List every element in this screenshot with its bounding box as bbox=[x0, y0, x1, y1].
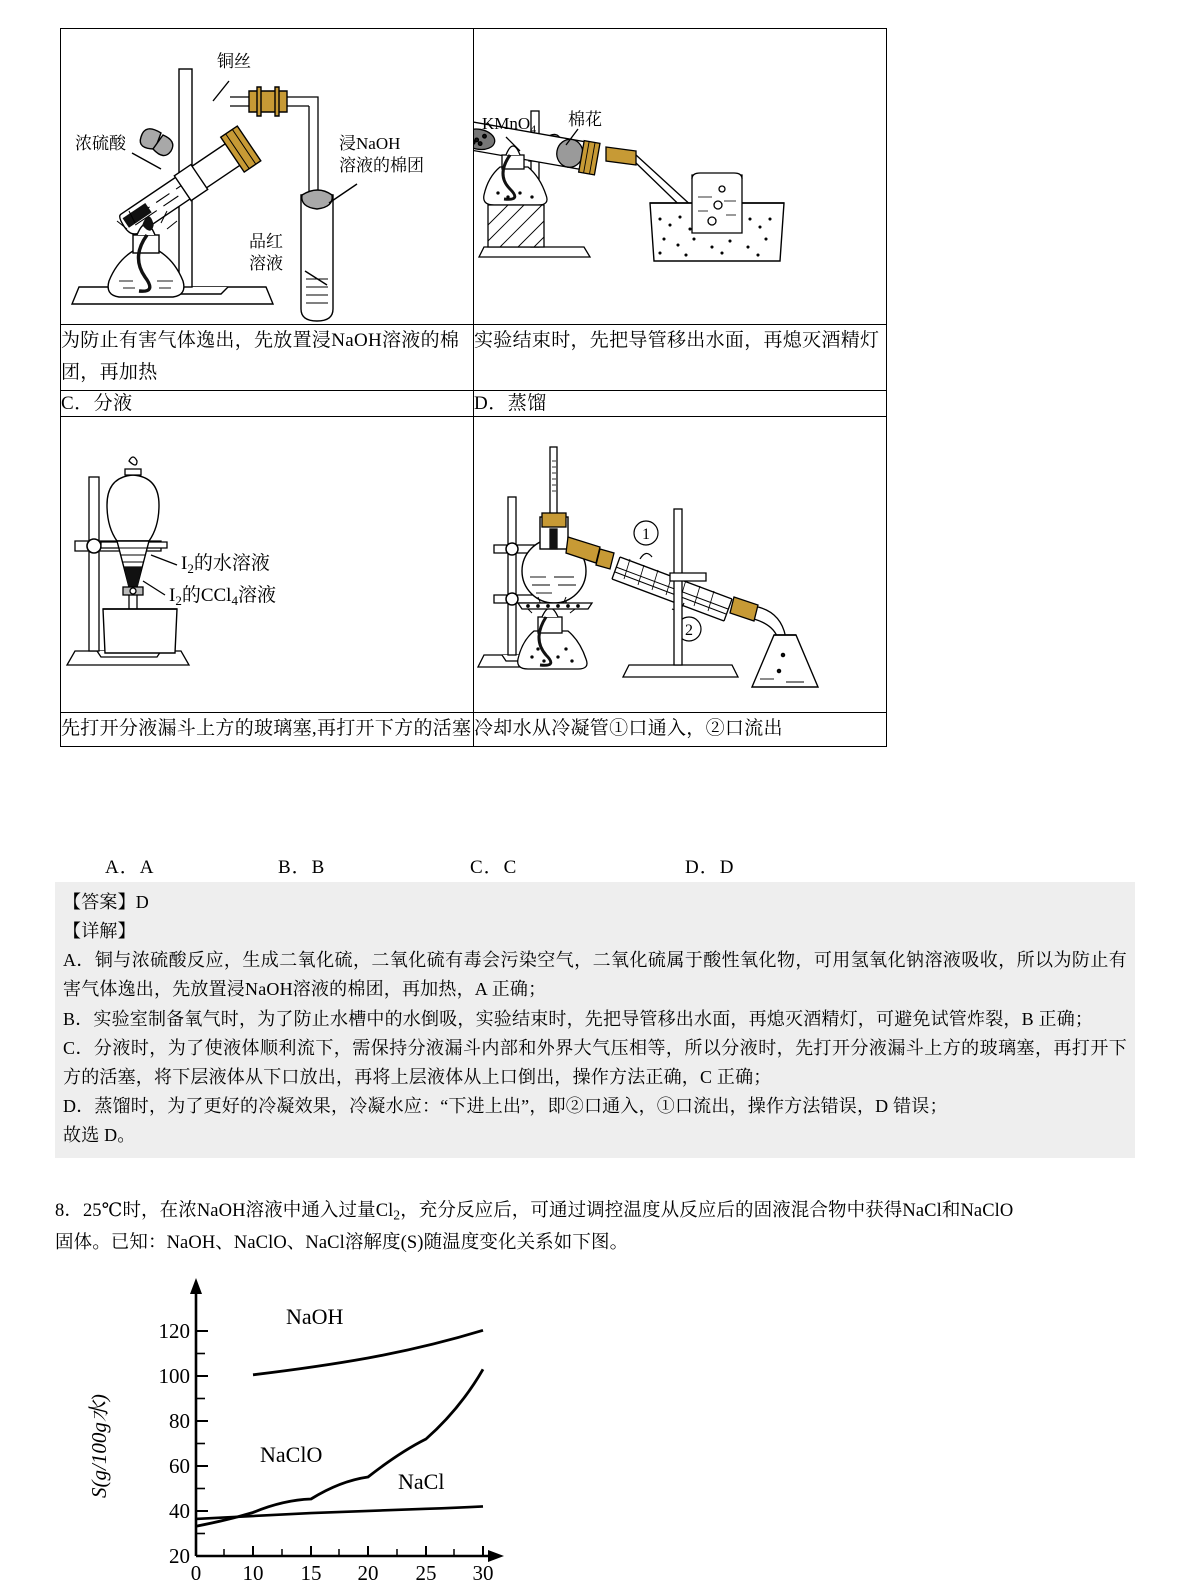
q8-text-pre: 8．25℃时，在浓NaOH溶液中通入过量Cl bbox=[55, 1201, 394, 1221]
series-line-naclo bbox=[196, 1369, 483, 1526]
diagram-cell-a bbox=[61, 29, 474, 325]
detail-header: 【详解】 bbox=[63, 921, 136, 942]
series-line-nacl bbox=[196, 1506, 483, 1519]
x-tick-20: 20 bbox=[357, 1561, 379, 1585]
distillation-apparatus bbox=[474, 417, 886, 712]
y-axis-arrow bbox=[190, 1278, 202, 1294]
separating-funnel-apparatus bbox=[61, 417, 473, 712]
label-copper-wire: 铜丝 bbox=[217, 52, 251, 71]
description-b: 实验结束时，先把导管移出水面，再熄灭酒精灯 bbox=[474, 325, 887, 391]
y-tick-20: 20 bbox=[169, 1544, 190, 1568]
x-tick-10: 10 bbox=[242, 1561, 264, 1585]
label-concentrated-sulfuric-acid: 浓硫酸 bbox=[75, 134, 126, 153]
label-i2-water-solution: $I_2$的水溶液 bbox=[181, 553, 270, 577]
answer-line: 【答案】D bbox=[63, 892, 149, 912]
diagram-cell-b bbox=[474, 29, 887, 325]
label-fuchsine-1: 品红 bbox=[249, 232, 283, 251]
label-naoh-cotton-1: 浸NaOH bbox=[339, 134, 401, 153]
option-label-d: D．蒸馏 bbox=[474, 390, 887, 417]
q8-text-post: ，充分反应后，可通过调控温度从反应后的固液混合物中获得NaCl和NaClO bbox=[400, 1201, 1014, 1221]
q8-subscript: 2 bbox=[393, 1207, 401, 1223]
y-tick-120: 120 bbox=[158, 1319, 190, 1343]
answer-choices-row bbox=[60, 852, 890, 882]
table-row bbox=[61, 713, 887, 746]
label-cotton: 棉花 bbox=[568, 110, 602, 129]
label-kmno4: KMnO$_4$ bbox=[482, 114, 537, 136]
experiment-options-table bbox=[60, 28, 887, 747]
label-condenser-port-2: 2 bbox=[685, 622, 693, 640]
table-row bbox=[61, 417, 887, 713]
choice-d[interactable]: D．D bbox=[685, 857, 735, 878]
label-naoh-cotton-2: 溶液的棉团 bbox=[339, 156, 424, 175]
y-tick-labels bbox=[159, 1319, 191, 1568]
description-d: 冷却水从冷凝管①口通入，②口流出 bbox=[474, 713, 887, 746]
y-tick-60: 60 bbox=[169, 1454, 190, 1478]
x-tick-25: 25 bbox=[415, 1561, 437, 1585]
description-c: 先打开分液漏斗上方的玻璃塞,再打开下方的活塞 bbox=[61, 713, 474, 746]
y-tick-40: 40 bbox=[169, 1499, 190, 1523]
series-label-naoh: NaOH bbox=[286, 1304, 344, 1329]
x-tick-15: 15 bbox=[300, 1561, 322, 1585]
choice-b[interactable]: B．B bbox=[278, 857, 326, 878]
explanation-item-a: A．铜与浓硫酸反应，生成二氧化硫，二氧化硫有毒会污染空气，二氧化硫属于酸性氧化物，可用氢氧化钠溶液吸收，所以为防止有害气体逸出，先放置浸NaOH溶液的棉团，再加热，A 正确； bbox=[63, 950, 1127, 1000]
explanation-conclusion: 故选 D。 bbox=[63, 1125, 136, 1146]
question-8-line-1 bbox=[55, 1196, 1140, 1228]
choice-a[interactable]: A．A bbox=[105, 857, 155, 878]
explanation-item-d: D．蒸馏时，为了更好的冷凝效果，冷凝水应：“下进上出”，即②口通入，①口流出，操作方法错误，D 错误； bbox=[63, 1096, 948, 1117]
x-tick-labels bbox=[191, 1561, 494, 1585]
x-tick-30: 30 bbox=[472, 1561, 494, 1585]
kmno4-oxygen-generation-apparatus bbox=[474, 29, 886, 324]
label-fuchsine-2: 溶液 bbox=[249, 254, 283, 273]
label-i2-ccl4-solution: $I_2$的CCl$_4$溶液 bbox=[169, 585, 276, 609]
choice-c[interactable]: C．C bbox=[470, 857, 518, 878]
question-8 bbox=[55, 1196, 1140, 1260]
table-row bbox=[61, 29, 887, 325]
solubility-chart-svg bbox=[78, 1268, 508, 1588]
y-minor-ticks bbox=[196, 1354, 205, 1534]
series-label-nacl: NaCl bbox=[398, 1469, 445, 1494]
explanation-item-b: B．实验室制备氧气时，为了防止水槽中的水倒吸，实验结束时，先把导管移出水面，再熄灭酒精灯，可避免试管炸裂，B 正确； bbox=[63, 1008, 1094, 1029]
description-a: 为防止有害气体逸出，先放置浸NaOH溶液的棉团，再加热 bbox=[61, 325, 474, 391]
x-tick-0: 0 bbox=[190, 1561, 202, 1585]
y-axis-label: S(g/100g水) bbox=[87, 1394, 111, 1498]
diagram-cell-d bbox=[474, 417, 887, 713]
label-condenser-port-1: 1 bbox=[642, 526, 650, 544]
series-label-naclo: NaClO bbox=[260, 1442, 323, 1467]
explanation-block bbox=[55, 882, 1135, 1158]
y-tick-80: 80 bbox=[169, 1409, 190, 1433]
solubility-chart bbox=[78, 1268, 508, 1588]
y-tick-100: 100 bbox=[158, 1364, 190, 1388]
table-row bbox=[61, 325, 887, 391]
table-row bbox=[61, 390, 887, 417]
copper-sulfuric-acid-so2-apparatus bbox=[61, 29, 473, 324]
explanation-item-c: C．分液时，为了使液体顺利流下，需保持分液漏斗内部和外界大气压相等，所以分液时，先打开分液漏斗上方的玻璃塞，再打开下方的活塞，将下层液体从下口放出，再将上层液体从上口倒出，操作方法正确，C 正确； bbox=[63, 1037, 1127, 1087]
series-line-naoh bbox=[253, 1330, 483, 1375]
question-8-line-2: 固体。已知：NaOH、NaClO、NaCl溶解度(S)随温度变化关系如下图。 bbox=[55, 1232, 629, 1253]
diagram-cell-c bbox=[61, 417, 474, 713]
option-label-c: C．分液 bbox=[61, 390, 474, 417]
